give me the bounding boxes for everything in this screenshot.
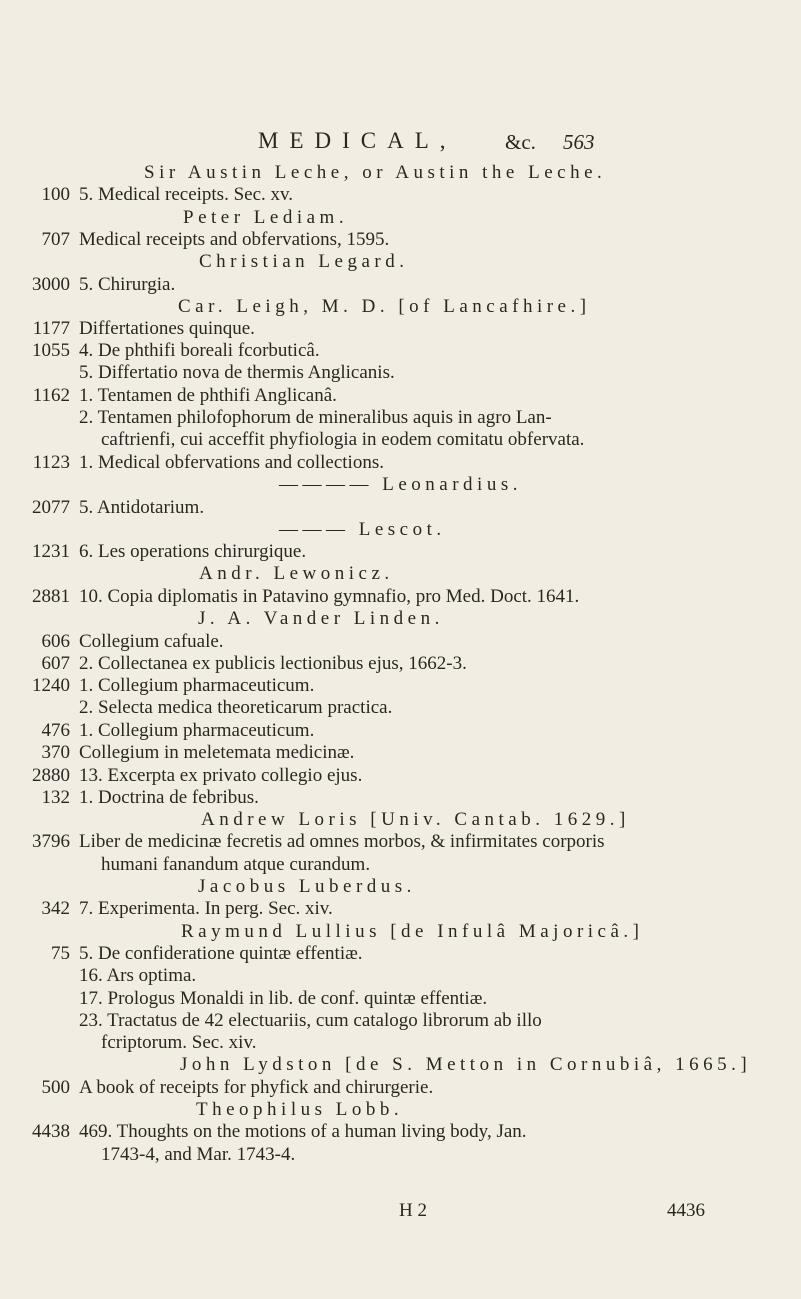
catalogue-line — [0, 540, 801, 564]
entry-text: Collegium cafuale. — [79, 631, 224, 652]
entry-text: Collegium in meletemata medicinæ. — [79, 742, 355, 763]
catalogue-line — [0, 853, 801, 877]
item-number: 500 — [41, 1077, 70, 1098]
catalogue-line — [0, 942, 801, 966]
item-number: 2880 — [32, 765, 70, 786]
entry-text: 1. Collegium pharmaceuticum. — [79, 720, 315, 741]
catalogue-line — [0, 273, 801, 297]
catalogue-line — [0, 630, 801, 654]
author-heading — [0, 920, 801, 944]
entry-continuation: 1743-4, and Mar. 1743-4. — [101, 1144, 296, 1165]
entry-text: 2. Selecta medica theoreticarum practica. — [79, 697, 393, 718]
catalogue-line — [0, 764, 801, 788]
entry-text: 4. De phthifi boreali fcorbuticâ. — [79, 340, 320, 361]
item-number: 75 — [51, 943, 70, 964]
author-name: J. A. Vander Linden. — [198, 608, 444, 629]
entry-text: 7. Experimenta. In perg. Sec. xiv. — [79, 898, 333, 919]
catalogue-line — [0, 897, 801, 921]
signature-mark: H 2 — [399, 1200, 427, 1221]
author-heading — [0, 518, 801, 542]
entry-text: 2. Collectanea ex publicis lectionibus ejus, 1662-3. — [79, 653, 467, 674]
entry-text: Differtationes quinque. — [79, 318, 255, 339]
entry-text: 1. Doctrina de febribus. — [79, 787, 259, 808]
page-footer — [0, 1200, 801, 1224]
entry-text: 2. Tentamen philofophorum de mineralibus aquis in agro Lan- — [79, 407, 552, 428]
author-heading — [0, 875, 801, 899]
item-number: 4438 — [32, 1121, 70, 1142]
catalogue-line — [0, 987, 801, 1011]
item-number: 1123 — [32, 452, 70, 473]
entry-text: A book of receipts for phyfick and chirurgerie. — [79, 1077, 434, 1098]
author-heading — [0, 607, 801, 631]
author-name: Jacobus Luberdus. — [198, 876, 416, 897]
entry-text: 1. Tentamen de phthifi Anglicanâ. — [79, 385, 337, 406]
entry-text: 5. Antidotarium. — [79, 497, 205, 518]
catalogue-line — [0, 830, 801, 854]
entry-text: 5. Chirurgia. — [79, 274, 176, 295]
item-number: 3796 — [32, 831, 70, 852]
author-name: Christian Legard. — [199, 251, 409, 272]
entry-text: 23. Tractatus de 42 electuariis, cum catalogo librorum ab illo — [79, 1010, 542, 1031]
author-name: Peter Lediam. — [183, 207, 349, 228]
catalogue-line — [0, 719, 801, 743]
author-heading — [0, 1098, 801, 1122]
item-number: 1177 — [32, 318, 70, 339]
catalogue-line — [0, 1143, 801, 1167]
item-number: 132 — [41, 787, 70, 808]
item-number: 370 — [41, 742, 70, 763]
catalogue-line — [0, 1076, 801, 1100]
item-number: 342 — [41, 898, 70, 919]
author-name: ———— Leonardius. — [279, 474, 522, 495]
catalogue-line — [0, 228, 801, 252]
entry-text: 5. De confideratione quintæ effentiæ. — [79, 943, 363, 964]
entry-continuation: caftrienfi, cui acceffit phyfiologia in eodem comitatu obfervata. — [101, 429, 585, 450]
author-name: Car. Leigh, M. D. [of Lancafhire.] — [178, 296, 591, 317]
item-number: 2077 — [32, 497, 70, 518]
item-number: 707 — [41, 229, 70, 250]
entry-text: 1. Collegium pharmaceuticum. — [79, 675, 315, 696]
catalogue-line — [0, 183, 801, 207]
catchword: 4436 — [667, 1200, 705, 1221]
author-name: Andrew Loris [Univ. Cantab. 1629.] — [201, 809, 630, 830]
author-heading — [0, 808, 801, 832]
catalogue-line — [0, 696, 801, 720]
entry-continuation: fcriptorum. Sec. xiv. — [101, 1032, 257, 1053]
entry-text: 1. Medical obfervations and collections. — [79, 452, 384, 473]
header-title: MEDICAL, — [258, 128, 457, 153]
catalogue-line — [0, 652, 801, 676]
catalogue-line — [0, 1031, 801, 1055]
item-number: 1162 — [32, 385, 70, 406]
entry-text: Liber de medicinæ fecretis ad omnes morbos, & infirmitates corporis — [79, 831, 605, 852]
entry-text: 13. Excerpta ex privato collegio ejus. — [79, 765, 363, 786]
entry-text: 5. Differtatio nova de thermis Anglicanis. — [79, 362, 395, 383]
catalogue-line — [0, 339, 801, 363]
entry-text: 10. Copia diplomatis in Patavino gymnafio, pro Med. Doct. 1641. — [79, 586, 580, 607]
entry-text: Medical receipts and obfervations, 1595. — [79, 229, 390, 250]
catalogue-line — [0, 741, 801, 765]
catalogue-line — [0, 451, 801, 475]
author-heading — [0, 295, 801, 319]
entry-text: 16. Ars optima. — [79, 965, 197, 986]
author-name: John Lydston [de S. Metton in Cornubiâ, 1665.] — [180, 1054, 752, 1075]
author-heading — [0, 161, 801, 185]
author-name: Andr. Lewonicz. — [199, 563, 394, 584]
catalogue-line — [0, 361, 801, 385]
catalogue-line — [0, 428, 801, 452]
author-name: Sir Austin Leche, or Austin the Leche. — [144, 162, 607, 183]
catalogue-line — [0, 406, 801, 430]
catalogue-line — [0, 384, 801, 408]
entry-text: 6. Les operations chirurgique. — [79, 541, 307, 562]
header-etc: &c. — [505, 130, 536, 154]
author-heading — [0, 206, 801, 230]
entry-continuation: humani fanandum atque curandum. — [101, 854, 371, 875]
author-heading — [0, 473, 801, 497]
catalogue-line — [0, 674, 801, 698]
catalogue-line — [0, 964, 801, 988]
author-name: Raymund Lullius [de Infulâ Majoricâ.] — [181, 921, 644, 942]
catalogue-line — [0, 786, 801, 810]
author-heading — [0, 562, 801, 586]
item-number: 3000 — [32, 274, 70, 295]
item-number: 1231 — [32, 541, 70, 562]
item-number: 2881 — [32, 586, 70, 607]
catalogue-line — [0, 585, 801, 609]
item-number: 607 — [41, 653, 70, 674]
author-heading — [0, 1053, 801, 1077]
catalogue-line — [0, 1009, 801, 1033]
entry-text: 17. Prologus Monaldi in lib. de conf. quintæ effentiæ. — [79, 988, 488, 1009]
item-number: 100 — [41, 184, 70, 205]
page-number: 563 — [563, 130, 595, 154]
item-number: 476 — [41, 720, 70, 741]
item-number: 606 — [41, 631, 70, 652]
item-number: 1240 — [32, 675, 70, 696]
entry-text: 469. Thoughts on the motions of a human living body, Jan. — [79, 1121, 527, 1142]
catalogue-line — [0, 317, 801, 341]
item-number: 1055 — [32, 340, 70, 361]
author-heading — [0, 250, 801, 274]
author-name: ——— Lescot. — [279, 519, 446, 540]
entry-text: 5. Medical receipts. Sec. xv. — [79, 184, 294, 205]
author-name: Theophilus Lobb. — [196, 1099, 404, 1120]
catalogue-line — [0, 496, 801, 520]
catalogue-line — [0, 1120, 801, 1144]
